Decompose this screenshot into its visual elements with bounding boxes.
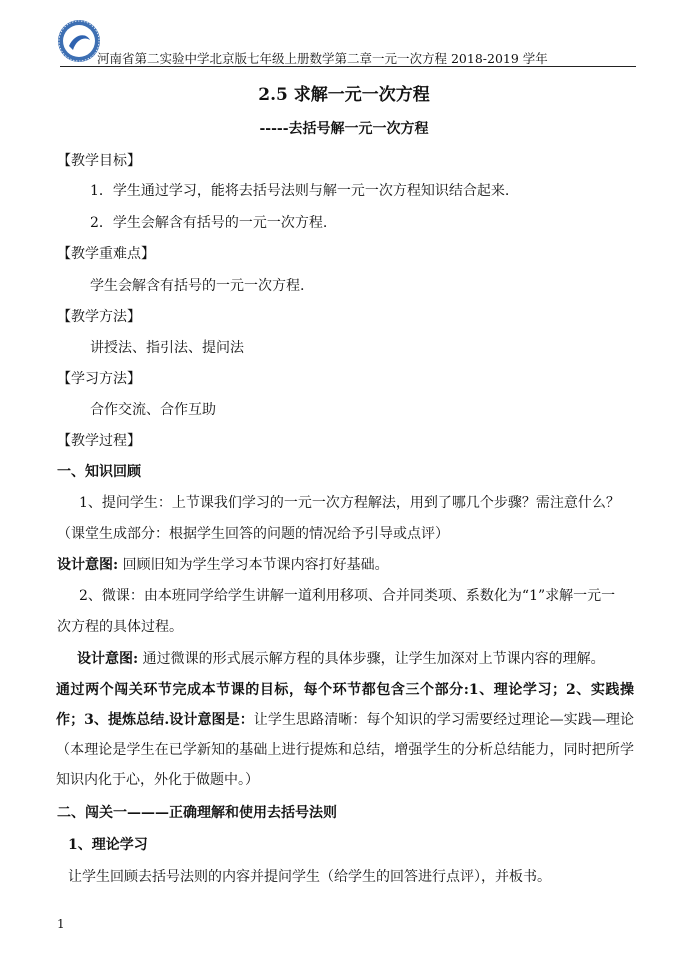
page-header-text: 河南省第二实验中学北京版七年级上册数学第二章一元一次方程 2018-2019 学年 — [97, 51, 548, 66]
key-text: 学生会解含有括号的一元一次方程. — [90, 278, 305, 294]
design-intent-1-label: 设计意图: — [57, 557, 119, 573]
design-intent-2-text: 通过微课的形式展示解方程的具体步骤，让学生加深对上节课内容的理解。 — [138, 651, 605, 667]
design-intent-1-text: 回顾旧知为学生学习本节课内容打好基础。 — [118, 557, 389, 573]
document-subtitle: -----去括号解一元一次方程 — [259, 121, 429, 137]
study-text: 合作交流、合作互助 — [90, 402, 216, 418]
goal-heading: 【教学目标】 — [57, 153, 141, 169]
logo-inner — [63, 25, 95, 57]
header-divider — [60, 66, 636, 67]
question-1-note: （课堂生成部分：根据学生回答的问题的情况给予引导或点评） — [57, 526, 449, 542]
logo-emblem-icon — [56, 18, 102, 64]
design-intent-1 — [57, 554, 389, 574]
question-1: 1、提问学生：上节课我们学习的一元一次方程解法，用到了哪几个步骤？需注意什么？ — [79, 495, 620, 511]
page-number: 1 — [57, 917, 65, 931]
method-heading: 【教学方法】 — [57, 309, 141, 325]
design-intent-2 — [77, 648, 605, 668]
method-text: 讲授法、指引法、提问法 — [90, 340, 244, 356]
school-logo — [56, 18, 102, 64]
design-intent-2-label: 设计意图: — [77, 651, 139, 667]
theory-text: 让学生回顾去括号法则的内容并提问学生（给学生的回答进行点评），并板书。 — [68, 869, 551, 885]
goal-paragraph — [56, 675, 634, 795]
theory-heading: 1、理论学习 — [68, 837, 148, 853]
part2-heading: 二、闯关一———正确理解和使用去括号法则 — [57, 805, 337, 821]
document-title: 2.5 求解一元一次方程 — [258, 85, 430, 105]
key-heading: 【教学重难点】 — [57, 246, 155, 262]
goal-paragraph-bold: 通过两个闯关环节完成本节课的目标，每个环节都包含三个部分:1、理论学习；2、实践操作；3、提炼总结.设计意图是： — [56, 682, 634, 728]
process-heading: 【教学过程】 — [57, 433, 141, 449]
goal-item-2: 2．学生会解含有括号的一元一次方程. — [90, 215, 328, 231]
part1-heading: 一、知识回顾 — [57, 464, 141, 480]
micro-lesson-line-1: 2、微课：由本班同学给学生讲解一道利用移项、合并同类项、系数化为“1”求解一元一 — [79, 588, 616, 604]
micro-lesson-line-2: 次方程的具体过程。 — [57, 619, 183, 635]
goal-paragraph-normal: 让学生思路清晰：每个知识的学习需要经过理论—实践—理论（本理论是学生在已学新知的基础上进行提炼和总结，增强学生的分析总结能力，同时把所学知识内化于心，外化于做题中。） — [56, 712, 634, 788]
goal-item-1: 1．学生通过学习，能将去括号法则与解一元一次方程知识结合起来. — [90, 183, 510, 199]
study-heading: 【学习方法】 — [57, 371, 141, 387]
